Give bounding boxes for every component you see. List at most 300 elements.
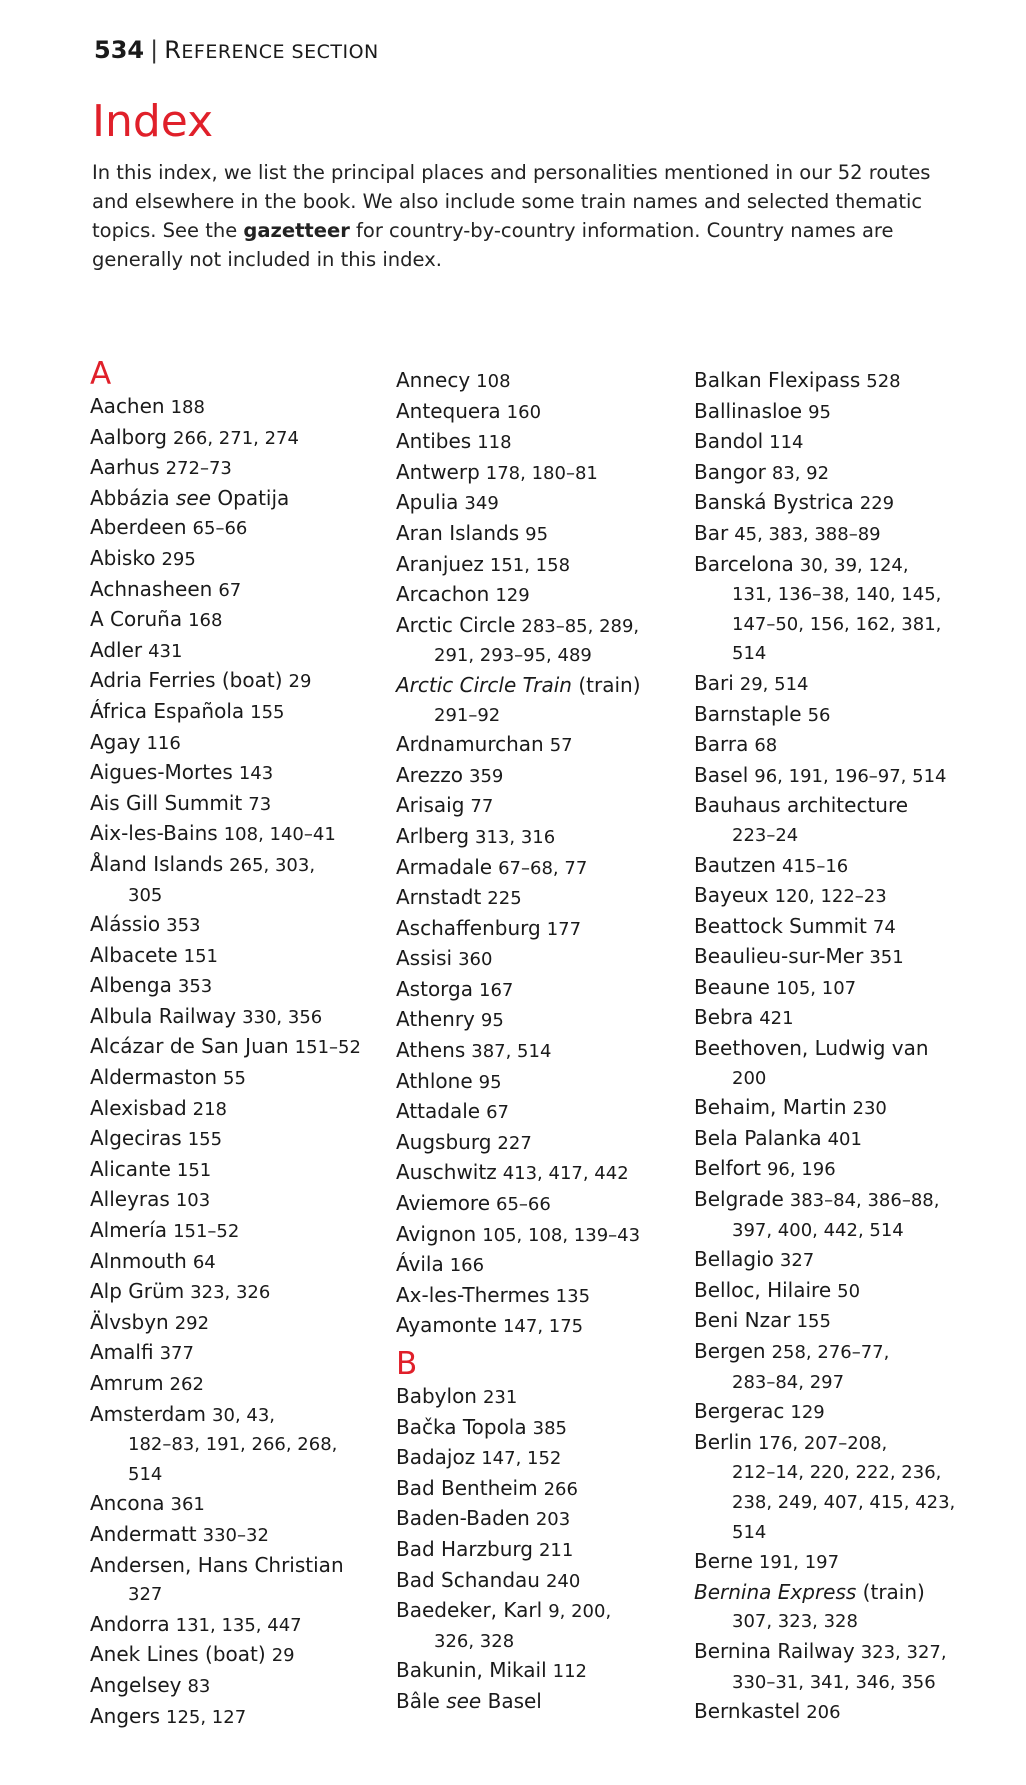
index-entry xyxy=(76,1216,376,1247)
entry-name: Athenry xyxy=(396,1007,475,1032)
index-entry xyxy=(382,397,682,428)
index-entry xyxy=(382,1566,682,1597)
entry-name: Apulia xyxy=(396,490,459,515)
entry-name: Annecy xyxy=(396,368,471,392)
entry-name: Amsterdam xyxy=(90,1401,207,1426)
entry-name: A Coruña xyxy=(90,607,183,632)
entry-pages: 29, 514 xyxy=(739,673,809,695)
intro-text-2: for country-by-country information. Country names are generally not included in this index. xyxy=(92,219,894,271)
index-entry xyxy=(76,513,376,544)
index-entry xyxy=(680,1034,980,1093)
index-entry xyxy=(382,1189,682,1220)
index-entry xyxy=(382,366,682,397)
entry-name: Belloc, Hilaire xyxy=(694,1277,832,1302)
entry-name: Ayamonte xyxy=(396,1313,497,1338)
entry-name: Bellagio xyxy=(694,1247,774,1272)
entry-pages: 230 xyxy=(852,1098,887,1120)
entry-name: Ardnamurchan xyxy=(396,732,544,757)
entry-pages: 108 xyxy=(476,371,511,392)
entry-pages: 167 xyxy=(479,979,514,1001)
entry-name: Adler xyxy=(90,637,143,662)
entry-name: Amalfi xyxy=(90,1340,154,1365)
index-entry xyxy=(76,1702,376,1733)
entry-name: Belfort xyxy=(694,1156,761,1181)
entry-name: Bad Schandau xyxy=(396,1567,540,1592)
entry-name: Alleyras xyxy=(90,1187,170,1212)
entry-name: Avignon xyxy=(396,1221,477,1246)
entry-pages: 65–66 xyxy=(192,518,248,540)
entry-pages: 206 xyxy=(806,1702,841,1724)
entry-name: Behaim, Martin xyxy=(694,1095,847,1120)
entry-name: Albenga xyxy=(90,973,172,998)
entry-pages: 129 xyxy=(790,1402,825,1424)
index-entry xyxy=(680,973,980,1004)
index-entry xyxy=(680,1003,980,1034)
index-entry xyxy=(382,1535,682,1566)
index-entry xyxy=(382,458,682,489)
entry-pages: 377 xyxy=(159,1343,194,1365)
entry-name: (train) xyxy=(572,672,641,697)
index-entry xyxy=(382,730,682,761)
entry-name: Aarhus xyxy=(90,455,160,480)
entry-name: Agay xyxy=(90,729,141,754)
entry-name: Bautzen xyxy=(694,852,776,877)
index-entry xyxy=(382,761,682,792)
entry-pages: 272–73 xyxy=(165,458,232,480)
index-entry xyxy=(382,580,682,611)
index-entry xyxy=(76,1369,376,1400)
index-entry xyxy=(76,666,376,697)
index-entry xyxy=(680,1697,980,1728)
index-entry xyxy=(680,1154,980,1185)
index-entry xyxy=(76,1338,376,1369)
index-entry xyxy=(680,1245,980,1276)
entry-name: Baden-Baden xyxy=(396,1506,530,1531)
entry-name: Aviemore xyxy=(396,1191,491,1216)
entry-pages: 30, 39, 124, xyxy=(799,554,909,576)
index-entry xyxy=(680,1124,980,1155)
index-entry xyxy=(680,1093,980,1124)
index-entry xyxy=(76,544,376,575)
entry-name: Aranjuez xyxy=(396,551,484,576)
index-entry xyxy=(382,550,682,581)
entry-title-italic: Bernina Express xyxy=(694,1579,857,1604)
index-entry xyxy=(382,1281,682,1312)
entry-name: Barnstaple xyxy=(694,701,802,726)
entry-name: Bad Bentheim xyxy=(396,1475,538,1500)
entry-pages-continued: 131, 136–38, 140, 145, xyxy=(732,584,942,606)
entry-name: Bad Harzburg xyxy=(396,1536,533,1561)
entry-pages: 57 xyxy=(549,735,573,757)
index-entry xyxy=(76,1185,376,1216)
index-entry xyxy=(382,1005,682,1036)
index-entry xyxy=(382,1443,682,1474)
index-entry xyxy=(680,1578,980,1637)
entry-pages: 401 xyxy=(827,1128,862,1150)
entry-name: Belgrade xyxy=(694,1187,784,1212)
index-entry xyxy=(76,697,376,728)
intro-gazetteer: gazetteer xyxy=(243,219,350,242)
entry-pages-continued: 200 xyxy=(732,1067,767,1089)
entry-pages: 203 xyxy=(535,1509,571,1531)
entry-pages: 73 xyxy=(248,793,272,815)
entry-pages: 143 xyxy=(238,763,274,785)
entry-name: Ávila xyxy=(396,1252,444,1277)
entry-pages: 353 xyxy=(166,915,201,937)
entry-name: Berlin xyxy=(694,1429,753,1454)
entry-pages: 77 xyxy=(470,796,494,818)
entry-name: Arnstadt xyxy=(396,885,482,910)
entry-pages: 95 xyxy=(808,401,832,423)
index-entry xyxy=(76,1032,376,1063)
entry-name: Ais Gill Summit xyxy=(90,790,243,815)
entry-pages: 105, 108, 139–43 xyxy=(482,1224,641,1246)
entry-name: Alássio xyxy=(90,912,161,937)
entry-name: Albacete xyxy=(90,942,178,967)
entry-name: Arlberg xyxy=(396,823,470,848)
entry-pages: 9, 200, xyxy=(548,1601,612,1623)
entry-name: Ballinasloe xyxy=(694,398,803,423)
entry-pages: 160 xyxy=(506,401,542,423)
index-entry xyxy=(76,1002,376,1033)
index-entry xyxy=(76,1155,376,1186)
entry-name: Aix-les-Bains xyxy=(90,821,218,846)
index-entry xyxy=(76,758,376,789)
index-entry xyxy=(382,1504,682,1535)
entry-name: Bâle xyxy=(396,1688,447,1713)
entry-name: Arisaig xyxy=(396,793,465,818)
letter-heading: A xyxy=(90,356,112,392)
entry-pages: 118 xyxy=(477,432,512,454)
index-column-3 xyxy=(680,366,980,1728)
entry-title-italic: Arctic Circle Train xyxy=(396,672,572,697)
entry-pages: 50 xyxy=(837,1280,861,1302)
entry-pages: 323, 326 xyxy=(190,1282,271,1304)
entry-pages-continued: 327 xyxy=(128,1584,163,1606)
entry-pages-continued: 397, 400, 442, 514 xyxy=(732,1219,904,1241)
index-entry xyxy=(76,392,376,423)
entry-pages: 83 xyxy=(187,1675,211,1697)
entry-name: Auschwitz xyxy=(396,1160,497,1185)
entry-name: Angelsey xyxy=(90,1672,182,1697)
entry-pages: 211 xyxy=(538,1539,574,1561)
entry-name: Bernkastel xyxy=(694,1699,801,1724)
entry-name: Algeciras xyxy=(90,1126,182,1151)
entry-name: Bergerac xyxy=(694,1399,785,1424)
index-entry xyxy=(76,728,376,759)
index-entry xyxy=(76,1094,376,1125)
index-entry xyxy=(680,397,980,428)
index-entry xyxy=(76,1308,376,1339)
entry-pages: 108, 140–41 xyxy=(223,824,336,846)
entry-name: Aigues-Mortes xyxy=(90,760,233,785)
entry-pages: 166 xyxy=(449,1255,485,1277)
entry-name: Alnmouth xyxy=(90,1248,187,1273)
entry-pages-continued: 326, 328 xyxy=(434,1630,515,1652)
entry-pages-continued: 212–14, 220, 222, 236, xyxy=(732,1462,942,1484)
entry-pages: 292 xyxy=(174,1312,210,1334)
entry-name: Bandol xyxy=(694,429,764,454)
index-entry xyxy=(680,488,980,519)
index-entry xyxy=(382,1250,682,1281)
index-entry xyxy=(680,730,980,761)
entry-pages: 330–32 xyxy=(202,1524,269,1546)
index-entry xyxy=(680,761,980,792)
index-entry xyxy=(680,366,980,397)
index-entry xyxy=(680,1337,980,1397)
entry-name: Bakunin, Mikail xyxy=(396,1658,547,1683)
entry-name: Attadale xyxy=(396,1099,481,1124)
section-name-initial: R xyxy=(164,36,182,64)
entry-pages: 327 xyxy=(779,1250,815,1272)
index-entry xyxy=(76,636,376,667)
entry-name: Arezzo xyxy=(396,762,464,787)
index-entry xyxy=(76,605,376,636)
entry-name: Alicante xyxy=(90,1156,171,1181)
entry-name: Balkan Flexipass xyxy=(694,368,861,392)
entry-pages: 330, 356 xyxy=(242,1006,323,1028)
entry-pages: 295 xyxy=(161,548,196,570)
index-entry xyxy=(382,1158,682,1189)
entry-name: Berne xyxy=(694,1549,753,1574)
entry-pages-continued: 291–92 xyxy=(434,704,501,726)
index-entry xyxy=(382,1687,682,1717)
entry-pages: 83, 92 xyxy=(771,462,830,484)
entry-name: Barra xyxy=(694,732,749,757)
index-entry xyxy=(382,822,682,853)
index-entry xyxy=(76,850,376,910)
entry-name: Basel xyxy=(694,762,749,787)
entry-pages: 67–68, 77 xyxy=(498,857,588,879)
entry-pages-continued: 238, 249, 407, 415, 423, xyxy=(732,1491,956,1513)
entry-pages: 151 xyxy=(176,1159,212,1181)
entry-pages-continued: 305 xyxy=(128,884,163,906)
entry-pages: 387, 514 xyxy=(471,1041,552,1063)
index-entry xyxy=(382,427,682,458)
header-separator: | xyxy=(150,36,159,64)
entry-pages: 155 xyxy=(796,1311,831,1333)
entry-pages: 95 xyxy=(478,1071,502,1093)
index-entry xyxy=(680,1306,980,1337)
entry-name: Arctic Circle xyxy=(396,612,516,637)
entry-pages: 95 xyxy=(480,1010,504,1032)
entry-name: Beaune xyxy=(694,974,770,999)
entry-name: Babylon xyxy=(396,1384,477,1408)
index-entry xyxy=(76,484,376,514)
entry-pages: 353 xyxy=(177,976,213,998)
entry-pages: 266, 271, 274 xyxy=(173,427,299,449)
entry-name: Antibes xyxy=(396,429,472,454)
entry-name: (train) xyxy=(856,1579,925,1604)
entry-pages-continued: 330–31, 341, 346, 356 xyxy=(732,1671,936,1693)
entry-name: Banská Bystrica xyxy=(694,490,854,515)
index-entry xyxy=(680,942,980,973)
entry-name: Barcelona xyxy=(694,551,794,576)
entry-name: Athlone xyxy=(396,1068,473,1093)
entry-pages: 147, 152 xyxy=(481,1448,562,1470)
entry-name: África Española xyxy=(90,698,245,723)
index-entry xyxy=(680,550,980,669)
index-entry xyxy=(76,1063,376,1094)
entry-pages: 413, 417, 442 xyxy=(502,1163,629,1185)
entry-name: Bauhaus architecture xyxy=(694,793,909,818)
entry-name: Aberdeen xyxy=(90,515,187,540)
entry-pages: 155 xyxy=(187,1129,223,1151)
entry-pages: 68 xyxy=(754,735,778,757)
entry-name: Abisko xyxy=(90,545,156,570)
entry-name: Astorga xyxy=(396,976,474,1001)
index-entry xyxy=(76,453,376,484)
index-entry xyxy=(76,575,376,606)
entry-pages: 96, 196 xyxy=(766,1159,836,1181)
entry-pages: 65–66 xyxy=(496,1194,551,1216)
entry-pages: 129 xyxy=(495,585,530,607)
index-entry xyxy=(76,1247,376,1278)
entry-pages-continued: 291, 293–95, 489 xyxy=(434,645,592,667)
entry-name: Andorra xyxy=(90,1611,170,1636)
entry-name: Bebra xyxy=(694,1005,754,1030)
entry-pages: 151–52 xyxy=(173,1221,240,1243)
index-entry xyxy=(76,1520,376,1551)
index-entry xyxy=(382,519,682,550)
index-entry xyxy=(680,1397,980,1428)
running-header xyxy=(94,36,379,64)
entry-name: Athens xyxy=(396,1038,466,1063)
entry-name: Åland Islands xyxy=(90,851,224,876)
entry-pages: 421 xyxy=(759,1008,794,1030)
entry-name: Ancona xyxy=(90,1491,165,1516)
index-entry xyxy=(76,423,376,454)
entry-pages: 258, 276–77, xyxy=(771,1342,890,1363)
entry-pages: 30, 43, xyxy=(212,1404,276,1426)
entry-pages: 218 xyxy=(192,1098,228,1120)
index-entry xyxy=(382,944,682,975)
entry-pages: 120, 122–23 xyxy=(774,886,887,908)
index-entry xyxy=(680,851,980,882)
page-number: 534 xyxy=(94,36,145,64)
index-entry xyxy=(680,519,980,550)
index-column-2 xyxy=(382,366,682,1717)
entry-name: Assisi xyxy=(396,946,453,971)
entry-name: Almería xyxy=(90,1218,168,1243)
index-entry xyxy=(382,853,682,884)
entry-see-target: Opatija xyxy=(211,485,290,510)
entry-name: Andersen, Hans Christian xyxy=(90,1552,344,1577)
index-entry xyxy=(382,1382,682,1413)
entry-pages: 349 xyxy=(464,493,499,515)
index-entry xyxy=(680,881,980,912)
index-entry xyxy=(382,611,682,671)
index-column-1 xyxy=(76,356,376,1732)
index-entry xyxy=(382,1220,682,1251)
entry-pages: 178, 180–81 xyxy=(485,462,598,484)
entry-pages-continued: 283–84, 297 xyxy=(732,1371,845,1393)
intro-paragraph xyxy=(92,158,962,274)
entry-pages: 225 xyxy=(487,888,522,910)
index-entry xyxy=(76,1640,376,1671)
entry-name: Bergen xyxy=(694,1339,766,1363)
entry-name: Aachen xyxy=(90,394,165,418)
entry-name: Bela Palanka xyxy=(694,1125,822,1150)
index-entry xyxy=(382,883,682,914)
letter-heading: B xyxy=(396,1346,418,1382)
entry-name: Alp Grüm xyxy=(90,1279,185,1304)
entry-pages: 383–84, 386–88, xyxy=(789,1190,940,1212)
entry-name: Bangor xyxy=(694,459,766,484)
index-entry xyxy=(76,819,376,850)
entry-pages: 112 xyxy=(552,1661,588,1683)
entry-pages: 266 xyxy=(543,1478,578,1500)
index-entry xyxy=(76,1551,376,1610)
entry-name: Antwerp xyxy=(396,459,480,484)
entry-pages: 360 xyxy=(458,949,493,971)
index-entry xyxy=(382,791,682,822)
entry-name: Albula Railway xyxy=(90,1003,237,1028)
index-entry xyxy=(680,791,980,850)
entry-pages-continued: 514 xyxy=(732,1521,767,1543)
entry-name: Achnasheen xyxy=(90,576,213,601)
index-entry xyxy=(680,1428,980,1547)
index-entry xyxy=(76,789,376,820)
entry-name: Älvsbyn xyxy=(90,1309,169,1334)
index-entry xyxy=(382,1097,682,1128)
index-entry xyxy=(680,427,980,458)
entry-name: Beethoven, Ludwig van xyxy=(694,1036,929,1061)
entry-name: Bačka Topola xyxy=(396,1414,527,1439)
index-entry xyxy=(382,1311,682,1342)
index-entry xyxy=(382,1413,682,1444)
index-entry xyxy=(382,914,682,945)
entry-pages: 74 xyxy=(872,916,896,938)
entry-pages: 151, 158 xyxy=(489,554,571,576)
entry-pages: 415–16 xyxy=(781,855,849,877)
entry-pages: 125, 127 xyxy=(166,1706,247,1728)
index-entry xyxy=(76,1671,376,1702)
entry-pages: 29 xyxy=(288,671,312,693)
entry-name: Alcázar de San Juan xyxy=(90,1034,289,1059)
entry-pages-continued: 307, 323, 328 xyxy=(732,1611,858,1633)
entry-name: Bernina Railway xyxy=(694,1638,855,1663)
index-entry xyxy=(76,1489,376,1520)
index-entry xyxy=(382,1128,682,1159)
entry-name: Baedeker, Karl xyxy=(396,1598,543,1623)
entry-pages: 151 xyxy=(183,945,218,967)
entry-pages: 95 xyxy=(525,523,549,545)
entry-name: Bar xyxy=(694,520,729,545)
index-entry xyxy=(76,1124,376,1155)
entry-pages: 135 xyxy=(555,1285,591,1307)
index-entry xyxy=(76,941,376,972)
index-entry xyxy=(76,1277,376,1308)
entry-pages: 116 xyxy=(146,732,181,754)
entry-name: Badajoz xyxy=(396,1445,476,1470)
entry-pages: 262 xyxy=(169,1374,204,1395)
entry-name: Abbázia xyxy=(90,485,176,510)
entry-pages: 114 xyxy=(769,432,804,454)
entry-name: Adria Ferries (boat) xyxy=(90,668,283,693)
entry-pages: 191, 197 xyxy=(758,1552,840,1574)
entry-pages: 29 xyxy=(271,1645,295,1667)
entry-pages: 131, 135, 447 xyxy=(175,1614,302,1636)
entry-pages: 283–85, 289, xyxy=(521,615,640,637)
index-entry xyxy=(76,1400,376,1490)
entry-pages: 105, 107 xyxy=(775,977,857,999)
index-entry xyxy=(382,1474,682,1505)
entry-name: Bayeux xyxy=(694,883,769,908)
index-entry xyxy=(680,1276,980,1307)
index-entry xyxy=(76,971,376,1002)
entry-name: Beattock Summit xyxy=(694,913,867,938)
